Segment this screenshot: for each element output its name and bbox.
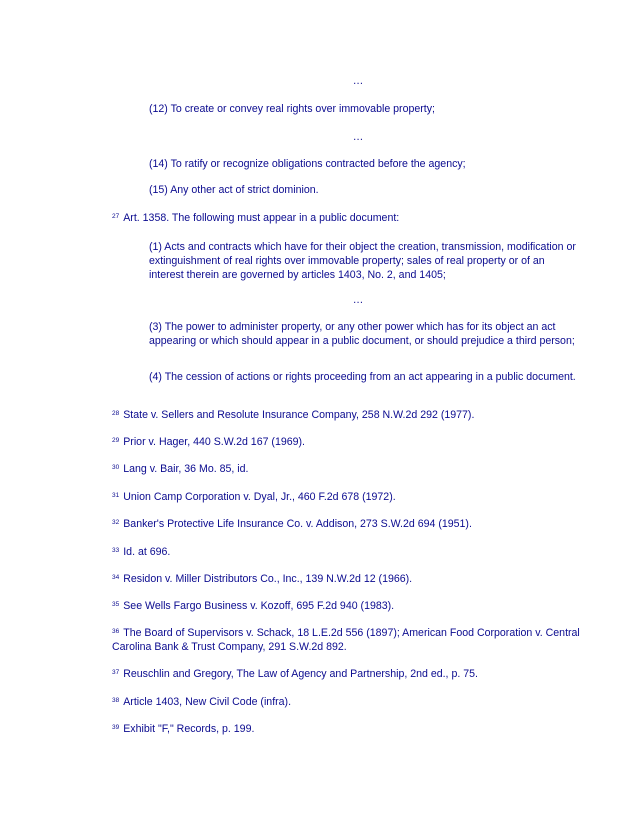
footnote-28 [112, 408, 582, 422]
footnote-number: 39 [112, 724, 120, 731]
footnote-number: 37 [112, 669, 120, 676]
art1358-paragraph-4: (4) The cession of actions or rights proceeding from an act appearing in a public document. [149, 371, 576, 383]
footnote-34 [112, 572, 582, 586]
footnote-text: Art. 1358. The following must appear in a public document: [123, 212, 400, 224]
clause-15: (15) Any other act of strict dominion. [149, 184, 319, 196]
footnote-text: The Board of Supervisors v. Schack, 18 L.E.2d 556 (1897); American Food Corporation v. Central Carolina Bank & Trust Company, 291 S.W.2d 892. [112, 627, 580, 653]
footnote-text: See Wells Fargo Business v. Kozoff, 695 F.2d 940 (1983). [123, 600, 395, 612]
clause-14: (14) To ratify or recognize obligations contracted before the agency; [149, 158, 466, 170]
footnote-29 [112, 435, 582, 449]
footnote-31 [112, 490, 582, 504]
footnote-text: Exhibit "F," Records, p. 199. [123, 723, 255, 735]
footnote-number: 29 [112, 437, 120, 444]
footnote-38 [112, 695, 582, 709]
footnote-text: Lang v. Bair, 36 Mo. 85, id. [123, 463, 249, 475]
footnote-number: 31 [112, 492, 120, 499]
art1358-paragraph-1: (1) Acts and contracts which have for their object the creation, transmission, modification or extinguishment of real rights over immovable property; sales of real property or of an interest therein are governed by articles 1403, No. 2, and 1405; [149, 241, 576, 281]
footnote-number: 36 [112, 628, 120, 635]
footnote-text: Union Camp Corporation v. Dyal, Jr., 460 F.2d 678 (1972). [123, 491, 396, 503]
footnote-33 [112, 545, 582, 559]
footnote-text: Article 1403, New Civil Code (infra). [123, 696, 292, 708]
footnote-number: 35 [112, 601, 120, 608]
footnote-text: Banker's Protective Life Insurance Co. v. Addison, 273 S.W.2d 694 (1951). [123, 518, 472, 530]
clause-12: (12) To create or convey real rights over immovable property; [149, 103, 435, 115]
ellipsis: … [352, 294, 364, 306]
footnote-text: Reuschlin and Gregory, The Law of Agency and Partnership, 2nd ed., p. 75. [123, 668, 478, 680]
footnote-32 [112, 517, 582, 531]
footnote-number: 30 [112, 464, 120, 471]
footnote-27 [112, 211, 582, 225]
footnote-number: 27 [112, 213, 120, 220]
footnote-text: Residon v. Miller Distributors Co., Inc., 139 N.W.2d 12 (1966). [123, 573, 413, 585]
footnote-text: State v. Sellers and Resolute Insurance Company, 258 N.W.2d 292 (1977). [123, 409, 475, 421]
footnote-39 [112, 722, 582, 736]
footnote-number: 28 [112, 410, 120, 417]
ellipsis: … [352, 131, 364, 143]
footnote-number: 33 [112, 547, 120, 554]
footnote-37 [112, 667, 582, 681]
footnote-35 [112, 599, 582, 613]
footnote-text: Prior v. Hager, 440 S.W.2d 167 (1969). [123, 436, 305, 448]
footnote-number: 38 [112, 697, 120, 704]
footnote-text: Id. at 696. [123, 546, 171, 558]
footnote-36 [112, 626, 582, 654]
footnote-30 [112, 462, 582, 476]
ellipsis: … [352, 75, 364, 87]
footnote-number: 32 [112, 519, 120, 526]
art1358-paragraph-3: (3) The power to administer property, or any other power which has for its object an act appearing or which should appear in a public document, or should prejudice a third person; [149, 321, 575, 347]
footnote-number: 34 [112, 574, 120, 581]
